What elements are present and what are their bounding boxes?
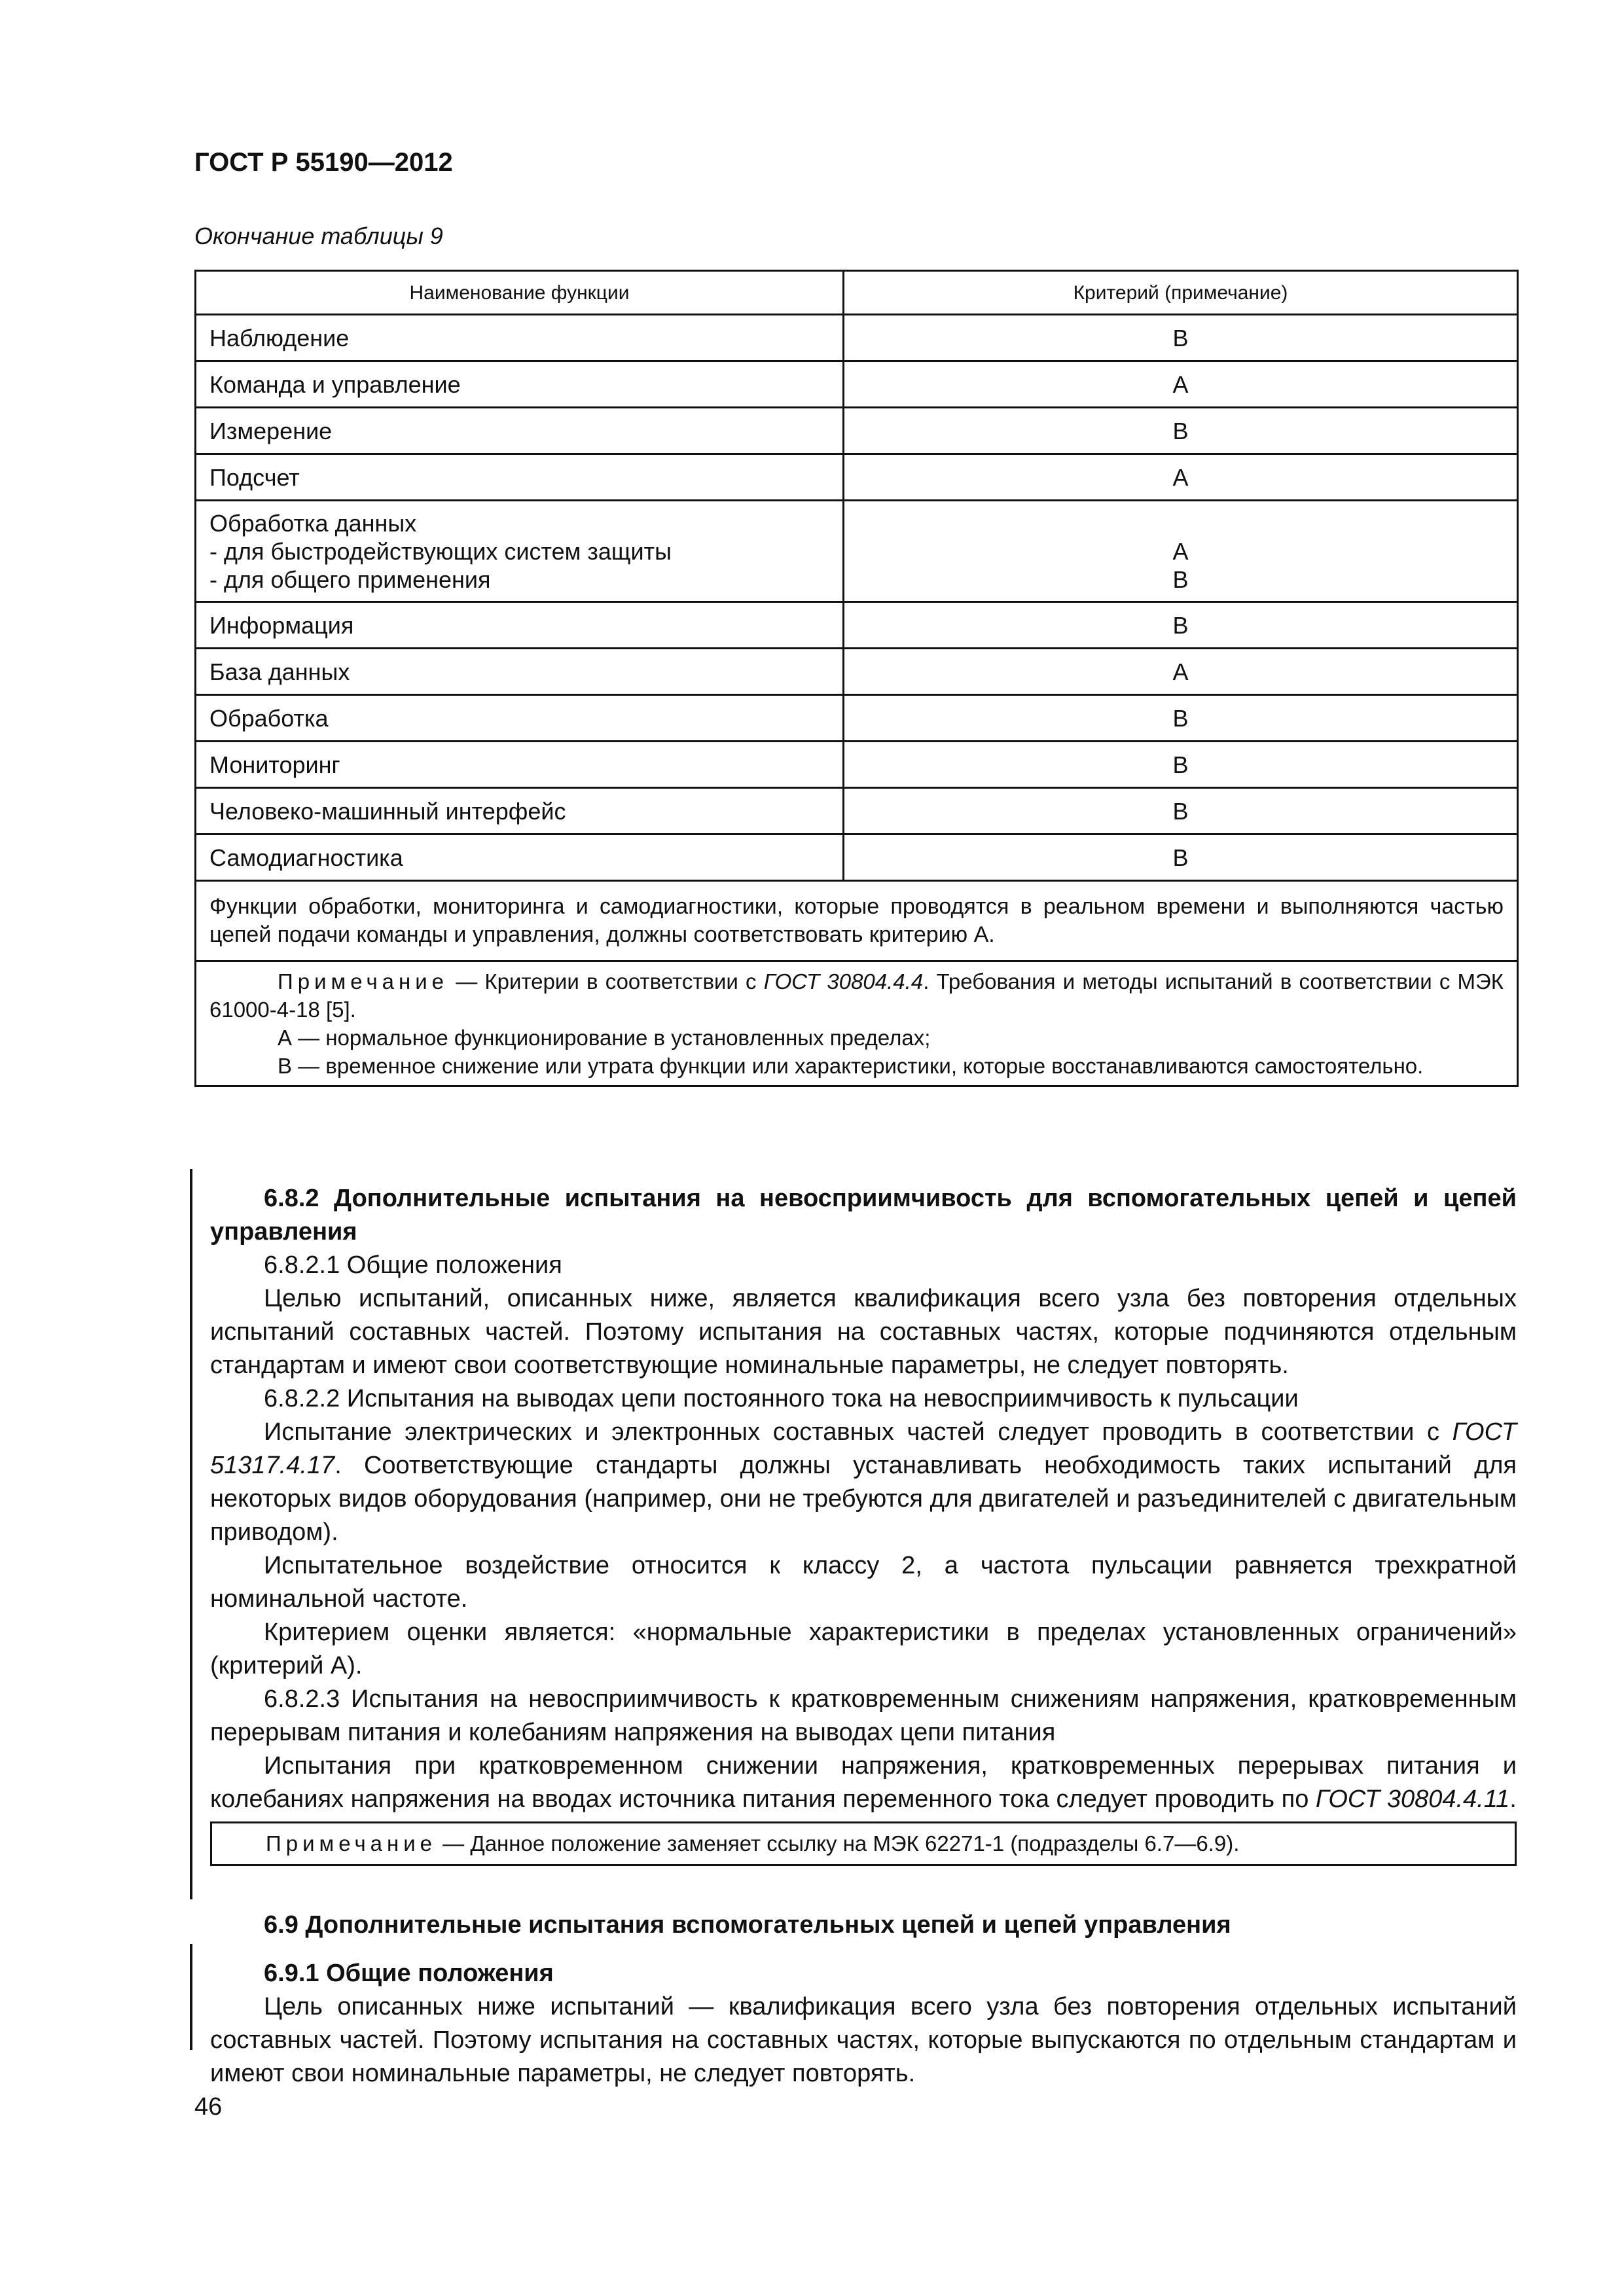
paragraph-text: Испытание электрических и электронных составных частей следует проводить в соответствии с: [264, 1418, 1453, 1446]
document-code: ГОСТ Р 55190—2012: [194, 148, 453, 177]
paragraph-text: Испытания при кратковременном снижении напряжения, кратковременных перерывах питания и колебаниях напряжения на вводах источника питания переменного тока следует проводить по: [210, 1752, 1517, 1813]
heading-6-9: 6.9 Дополнительные испытания вспомогательных цепей и цепей управления: [264, 1911, 1231, 1939]
function-name: База данных: [196, 649, 844, 695]
criterion-value: В: [844, 834, 1518, 881]
function-name: Измерение: [196, 408, 844, 454]
col-header-function: Наименование функции: [196, 271, 844, 315]
table-row: [196, 788, 1518, 834]
criterion-value: [844, 501, 1518, 602]
function-name: Информация: [196, 602, 844, 649]
paragraph-text: .: [1509, 1785, 1517, 1813]
heading-6-8-2-3: 6.8.2.3 Испытания на невосприимчивость к кратковременным снижениям напряжения, кратковременным перерывам питания и колебаниям напряжения на выводах цепи питания: [210, 1685, 1517, 1746]
processing-general: - для общего применения: [209, 565, 491, 593]
table-row: [196, 649, 1518, 695]
paragraph: Целью испытаний, описанных ниже, является квалификация всего узла без повторения отдельных испытаний составных частей. Поэтому испытания на составных частях, которые подчиняются отдельным стандартам и имеют свои соответствующие номинальные параметры, не следует повторять.: [210, 1285, 1517, 1379]
function-name: Подсчет: [196, 454, 844, 501]
page-number: 46: [194, 2093, 223, 2121]
table-row: [196, 408, 1518, 454]
paragraph: [210, 1416, 1517, 1549]
criterion-value: В: [844, 602, 1518, 649]
table-row: [196, 695, 1518, 742]
criteria-table: [194, 270, 1519, 1087]
table-row: [196, 454, 1518, 501]
paragraph: Критерием оценки является: «нормальные характеристики в пределах установленных ограничений» (критерий А).: [210, 1619, 1517, 1679]
note-text: — Критерии в соответствии с: [448, 969, 764, 994]
paragraph-ref: ГОСТ 51317.4.17: [210, 1418, 1517, 1479]
change-bar: [190, 1944, 192, 2050]
processing-title: Обработка данных: [209, 509, 417, 537]
criterion-value: В: [844, 408, 1518, 454]
heading-6-8-2: 6.8.2 Дополнительные испытания на невосприимчивость для вспомогательных цепей и цепей управления: [210, 1185, 1517, 1246]
table-row: [196, 742, 1518, 788]
note-a: А — нормальное функционирование в установленных пределах;: [278, 1026, 931, 1050]
note-text-2: . Требования и методы испытаний в соответствии с МЭК 61000-4-18 [5].: [209, 969, 1504, 1022]
function-name: [196, 501, 844, 602]
table-header-row: [196, 271, 1518, 315]
section-6-9-1: [210, 1957, 1517, 2090]
criterion-value: А: [844, 649, 1518, 695]
function-name: Наблюдение: [196, 315, 844, 361]
criterion-value: В: [844, 695, 1518, 742]
table-note: [196, 961, 1518, 1086]
table-row: [196, 501, 1518, 602]
paragraph: Испытательное воздействие относится к классу 2, а частота пульсации равняется трехкратной номинальной частоте.: [210, 1552, 1517, 1613]
table-row: [196, 315, 1518, 361]
note-ref: ГОСТ 30804.4.4: [763, 969, 924, 994]
heading-6-9-1: 6.9.1 Общие положения: [264, 1960, 554, 1987]
criterion-value: А: [844, 361, 1518, 408]
note-label: Примечание: [266, 1831, 437, 1856]
function-name: Мониторинг: [196, 742, 844, 788]
note-label: Примечание: [278, 969, 449, 994]
criterion-value: А: [844, 454, 1518, 501]
realtime-note: Функции обработки, мониторинга и самодиагностики, которые проводятся в реальном времени и выполняются частью цепей подачи команды и управления, должны соответствовать критерию А.: [196, 881, 1518, 961]
section-6-9: [210, 1909, 1517, 1942]
table-note-row: [196, 961, 1518, 1086]
section-6-8-2: [210, 1182, 1517, 1866]
note-box: [210, 1821, 1517, 1866]
heading-6-8-2-1: 6.8.2.1 Общие положения: [264, 1251, 562, 1279]
paragraph: Цель описанных ниже испытаний — квалификация всего узла без повторения отдельных испытаний составных частей. Поэтому испытания на составных частях, которые выпускаются по отдельным стандартам и имеют свои номинальные параметры, не следует повторять.: [210, 1993, 1517, 2087]
function-name: Обработка: [196, 695, 844, 742]
table-row: [196, 361, 1518, 408]
change-bar: [190, 1169, 192, 1899]
table-row: [196, 602, 1518, 649]
paragraph-ref: ГОСТ 30804.4.11: [1315, 1785, 1510, 1813]
table-row: [196, 834, 1518, 881]
criterion-value: В: [844, 315, 1518, 361]
criterion-value: В: [844, 742, 1518, 788]
criterion-fast: А: [1172, 537, 1189, 565]
paragraph-text: . Соответствующие стандарты должны устанавливать необходимость таких испытаний для некоторых видов оборудования (например, они не требуются для двигателей и разъединителей с двигательным приводом).: [210, 1452, 1517, 1546]
note-b: В — временное снижение или утрата функции или характеристики, которые восстанавливаются самостоятельно.: [278, 1054, 1424, 1078]
processing-fast: - для быстродействующих систем защиты: [209, 537, 672, 565]
function-name: Самодиагностика: [196, 834, 844, 881]
col-header-criterion: Критерий (примечание): [844, 271, 1518, 315]
function-name: Человеко-машинный интерфейс: [196, 788, 844, 834]
criterion-general: В: [1172, 565, 1189, 593]
table-caption: Окончание таблицы 9: [194, 223, 443, 249]
note-text: — Данное положение заменяет ссылку на МЭК 62271-1 (подразделы 6.7—6.9).: [437, 1831, 1240, 1856]
paragraph: [210, 1749, 1517, 1816]
criterion-value: В: [844, 788, 1518, 834]
function-name: Команда и управление: [196, 361, 844, 408]
table-span-row: [196, 881, 1518, 961]
heading-6-8-2-2: 6.8.2.2 Испытания на выводах цепи постоянного тока на невосприимчивость к пульсации: [264, 1385, 1299, 1412]
